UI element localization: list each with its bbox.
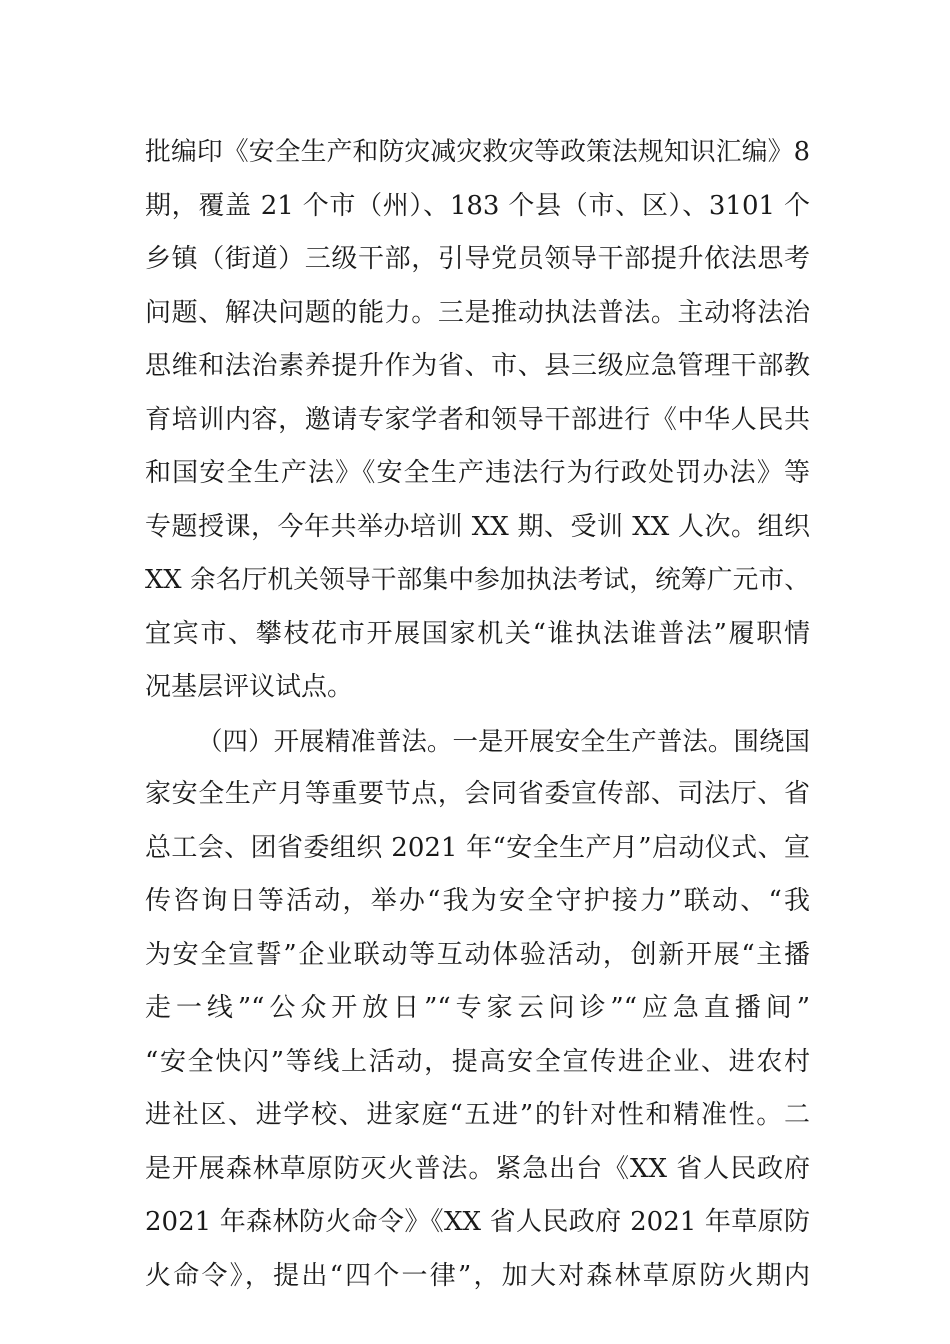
text-line: 是开展森林草原防灭火普法。紧急出台《XX 省人民政府 [145, 1153, 810, 1184]
text-line: 进社区、进学校、进家庭“五进”的针对性和精准性。二 [145, 1100, 810, 1130]
text-line: XX 余名厅机关领导干部集中参加执法考试，统筹广元市、 [145, 565, 810, 595]
text-line: 传咨询日等活动，举办“我为安全守护接力”联动、“我 [145, 886, 810, 916]
text-line: 火命令》，提出“四个一律”，加大对森林草原防火期内 [145, 1260, 810, 1291]
text-line: （四）开展精准普法。一是开展安全生产普法。围绕国 [197, 725, 810, 756]
text-line: 况基层评议试点。 [145, 672, 354, 702]
text-line: 2021 年森林防火命令》《XX 省人民政府 2021 年草原防 [145, 1207, 810, 1237]
text-line: 思维和法治素养提升作为省、市、县三级应急管理干部教 [145, 351, 810, 381]
text-line: 乡镇（街道）三级干部，引导党员领导干部提升依法思考 [145, 244, 810, 274]
text-line: 宜宾市、攀枝花市开展国家机关“谁执法谁普法”履职情 [145, 618, 810, 649]
text-line: 家安全生产月等重要节点，会同省委宣传部、司法厅、省 [145, 779, 810, 809]
text-line: 问题、解决问题的能力。三是推动执法普法。主动将法治 [145, 297, 810, 328]
text-line: 和国安全生产法》《安全生产违法行为行政处罚办法》等 [145, 458, 810, 488]
text-line: 为安全宣誓”企业联动等互动体验活动，创新开展“主播 [145, 939, 810, 970]
text-line: 批编印《安全生产和防灾减灾救灾等政策法规知识汇编》8 [145, 137, 810, 167]
text-line: “安全快闪”等线上活动，提高安全宣传进企业、进农村 [145, 1046, 810, 1077]
text-line: 专题授课，今年共举办培训 XX 期、受训 XX 人次。组织 [145, 511, 810, 542]
body-text [145, 126, 810, 1303]
text-line: 育培训内容，邀请专家学者和领导干部进行《中华人民共 [145, 404, 810, 435]
text-line: 总工会、团省委组织 2021 年“安全生产月”启动仪式、宣 [145, 832, 810, 863]
text-line: 走一线”“公众开放日”“专家云问诊”“应急直播间” [145, 993, 810, 1023]
text-line: 期，覆盖 21 个市（州）、183 个县（市、区）、3101 个 [145, 190, 810, 221]
